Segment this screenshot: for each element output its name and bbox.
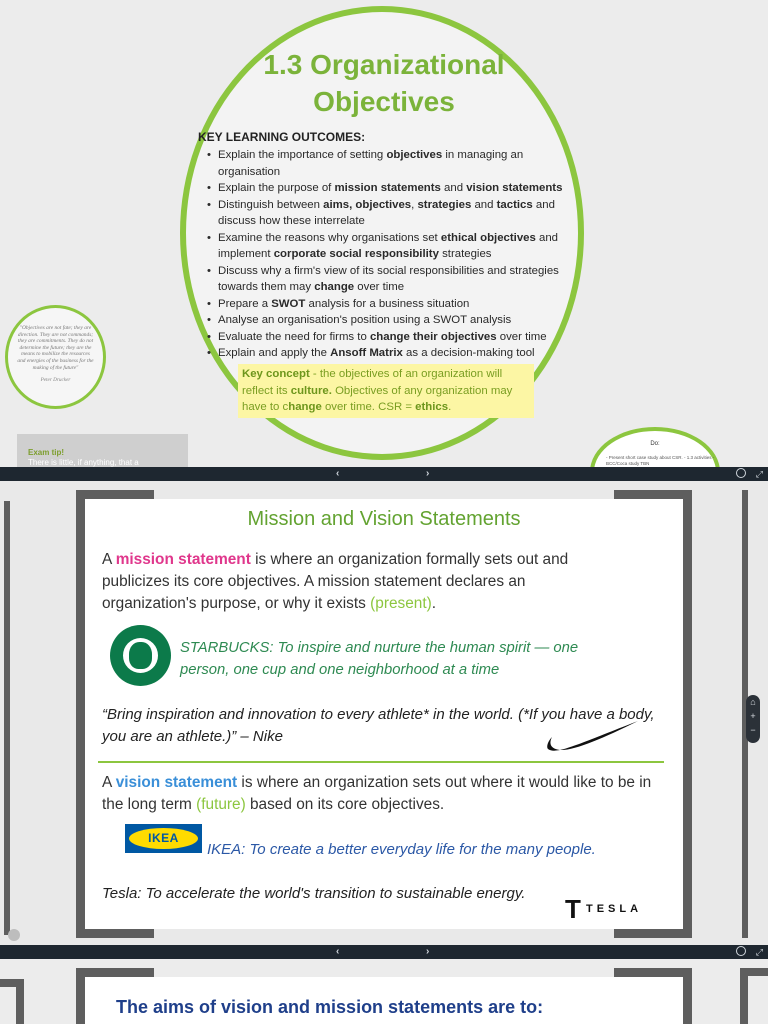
vision-pre: A (102, 774, 116, 791)
key-concept-text-1: - the objectives of an organization will reflect its (242, 368, 503, 397)
learning-outcome-item (206, 312, 586, 329)
key-concept-text-2: Objectives of any organization may have to c (242, 384, 513, 413)
exam-tip-box[interactable] (17, 434, 188, 467)
outcome-text: and discuss how these interrelate (218, 198, 555, 227)
outcome-keyword: strategies (417, 198, 472, 211)
outcome-text: Explain and apply the (218, 347, 331, 359)
key-concept-box (238, 364, 534, 418)
key-concept-label: Key concept (242, 368, 310, 380)
outcome-text: and implement (218, 231, 559, 260)
outcome-text: Analyse an organisation's position using a SWOT analysis (218, 314, 512, 326)
outcome-keyword: change (314, 281, 355, 293)
ikea-vision: IKEA: To create a better everyday life for the many people. (207, 841, 596, 858)
outcome-text: Distinguish between (218, 198, 324, 211)
learning-outcome-item (206, 180, 586, 197)
settings-circle-icon[interactable] (736, 468, 746, 478)
prev-slide-icon[interactable]: ‹ (336, 946, 340, 957)
frame-edge-left (0, 501, 10, 935)
outcome-text: Prepare a (218, 297, 272, 310)
outcome-keyword: mission statements (334, 182, 441, 194)
mission-post: is where an organization formally sets out and publicizes its core objectives. A mission statement declares an organization's purpose, or why it exists (102, 551, 569, 612)
title-line-2: Objectives (313, 86, 455, 117)
vision-tag: (future) (196, 796, 246, 813)
fullscreen-icon[interactable]: ⤢ (755, 469, 763, 479)
learning-outcome-item (206, 345, 586, 362)
fullscreen-icon[interactable]: ⤢ (755, 947, 763, 957)
outcome-text: Discuss why a firm's view of its social responsibilities and strategies towards them may (218, 264, 559, 293)
frame-edge-left (0, 979, 24, 1024)
ikea-logo (125, 824, 202, 853)
slide-nav-bar (0, 945, 768, 959)
mission-end: . (431, 595, 437, 612)
exam-tip-label: Exam tip! (28, 448, 65, 457)
starbucks-logo (110, 625, 171, 686)
slide-title: The aims of vision and mission statements are to: (116, 997, 544, 1017)
outcome-keyword: tactics (496, 198, 533, 211)
learning-outcomes-list (206, 147, 586, 362)
outcome-text: analysis for a business situation (305, 297, 470, 310)
learning-outcomes-heading: KEY LEARNING OUTCOMES: (198, 130, 366, 144)
slide-organizational-objectives (0, 0, 768, 467)
outcome-keyword: change their objectives (369, 330, 497, 343)
do-items: - Present short case study about CSR. - 1.3 activities - BCC/Coca study TBN (606, 455, 715, 466)
vision-definition (102, 772, 662, 816)
learning-outcome-item (206, 329, 586, 346)
frame-edge-right (740, 968, 768, 1024)
slide-title (0, 46, 768, 120)
slide-mission-vision (0, 481, 768, 945)
home-icon[interactable]: ⌂ (750, 697, 756, 707)
tesla-vision: Tesla: To accelerate the world's transition to sustainable energy. (102, 885, 526, 902)
exam-tip-text: There is little, if anything, that a (28, 458, 139, 467)
key-concept-culture: culture. (290, 384, 332, 397)
outcome-keyword: vision statements (466, 182, 563, 194)
outcome-keyword: ethical objectives (440, 231, 536, 244)
key-concept-change: hange (288, 401, 322, 413)
quote-author: Peter Drucker (40, 377, 71, 384)
next-slide-icon[interactable]: › (426, 946, 430, 957)
outcome-text: Explain the purpose of (218, 182, 335, 194)
outcome-text: and (440, 182, 467, 194)
mission-definition (102, 549, 622, 615)
outcome-text: strategies (438, 248, 492, 260)
title-line-1: 1.3 Organizational (263, 49, 505, 80)
vision-term: vision statement (115, 774, 238, 791)
outcome-text: over time (496, 330, 547, 343)
slide-nav-bar (0, 467, 768, 481)
vision-end: based on its core objectives. (245, 796, 445, 813)
outcome-text: Evaluate the need for firms to (218, 330, 370, 343)
ikea-logo-text: IKEA (129, 828, 198, 849)
mission-term: mission statement (115, 551, 251, 568)
outcome-text: Examine the reasons why organisations set (218, 231, 441, 244)
outcome-text: Explain the importance of setting (218, 149, 387, 161)
vision-post: is where an organization sets out where it would like to be in the long term (102, 774, 652, 813)
mission-pre: A (102, 551, 116, 568)
starbucks-mission: STARBUCKS: To inspire and nurture the human spirit — one person, one cup and one neighborhood at a time (180, 640, 579, 678)
mission-tag: (present) (370, 595, 432, 612)
learning-outcome-item (206, 296, 586, 313)
outcome-keyword: objectives (386, 149, 443, 161)
do-label: Do: (650, 441, 660, 447)
outcome-keyword: Ansoff Matrix (330, 347, 403, 359)
tesla-t-icon: T (565, 894, 581, 924)
nike-mission: “Bring inspiration and innovation to every athlete* in the world. (*If you have a body, you are an athlete.)” – Nike (102, 706, 655, 745)
starbucks-siren-icon (129, 642, 152, 669)
learning-outcome-item (206, 197, 586, 230)
learning-outcome-item (206, 230, 586, 263)
nike-swoosh-logo (546, 719, 640, 753)
outcome-text: in managing an organisation (218, 149, 524, 178)
outcome-text: , (411, 198, 418, 211)
outcome-keyword: corporate social responsibility (273, 248, 439, 260)
settings-circle-icon[interactable] (736, 946, 746, 956)
do-circle[interactable] (590, 427, 720, 467)
learning-outcome-item (206, 263, 586, 296)
slide-title: Mission and Vision Statements (247, 508, 521, 530)
learning-outcome-item (206, 147, 586, 180)
prev-slide-icon[interactable]: ‹ (336, 468, 340, 479)
viewer-badge-icon[interactable] (8, 929, 20, 941)
key-concept-text-3: over time. CSR = (321, 401, 416, 413)
next-slide-icon[interactable]: › (426, 468, 430, 479)
outcome-text: over time (354, 281, 405, 293)
outcome-keyword: SWOT (271, 297, 306, 310)
tesla-wordmark: TESLA (586, 903, 643, 915)
key-concept-end: . (448, 401, 452, 413)
outcome-text: as a decision-making tool (402, 347, 535, 359)
outcome-text: and (471, 198, 497, 211)
key-concept-ethics: ethics (415, 401, 449, 413)
outcome-keyword: aims, objectives (323, 198, 412, 211)
zoom-controls (746, 695, 760, 743)
zoom-out-icon[interactable]: − (750, 725, 756, 735)
section-divider (98, 761, 664, 763)
zoom-in-icon[interactable]: + (750, 711, 756, 721)
tesla-logo (562, 893, 672, 925)
slide-aims (0, 959, 768, 1024)
quote-text: "Objectives are not fate; they are direction. They are not commands; they are commitments. They do not determine the future; they are the means to mobilize the resources and energies of the business for the making of the future" (17, 325, 94, 371)
drucker-quote-circle[interactable] (5, 305, 106, 409)
